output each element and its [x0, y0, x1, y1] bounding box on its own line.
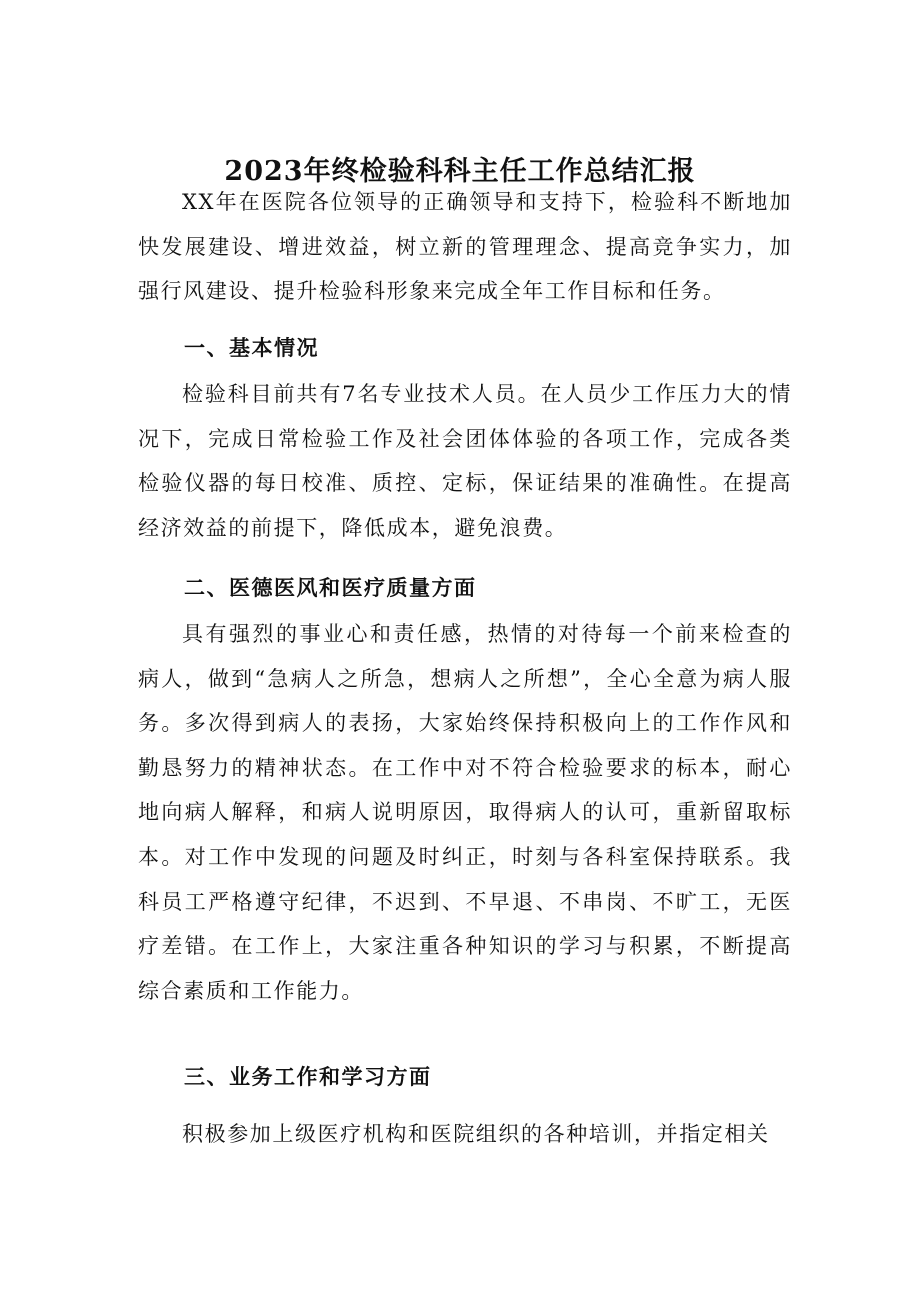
section-heading-basic-situation: 一、基本情况 [184, 336, 319, 360]
intro-paragraph: XX年在医院各位领导的正确领导和支持下，检验科不断地加快发展建设、增进效益，树立新的管理理念、提高竞争实力，加强行风建设、提升检验科形象来完成全年工作目标和任务。 [138, 190, 792, 304]
section-body-business-study: 积极参加上级医疗机构和医院组织的各种培训，并指定相关 [182, 1122, 770, 1146]
section-body-medical-ethics: 具有强烈的事业心和责任感，热情的对待每一个前来检查的病人，做到“急病人之所急，想病人之所想”，全心全意为病人服务。多次得到病人的表扬，大家始终保持积极向上的工作作风和勤恳努力的精神状态。在工作中对不符合检验要求的标本，耐心地向病人解释，和病人说明原因，取得病人的认可，重新留取标本。对工作中发现的问题及时纠正，时刻与各科室保持联系。我科员工严格遵守纪律，不迟到、不早退、不串岗、不旷工，无医疗差错。在工作上，大家注重各种知识的学习与积累，不断提高综合素质和工作能力。 [138, 622, 792, 1003]
section-heading-business-study: 三、业务工作和学习方面 [184, 1065, 432, 1089]
document-title: 2023年终检验科科主任工作总结汇报 [224, 156, 696, 188]
section-heading-medical-ethics: 二、医德医风和医疗质量方面 [184, 576, 477, 600]
section-body-basic-situation: 检验科目前共有7名专业技术人员。在人员少工作压力大的情况下，完成日常检验工作及社会团体体验的各项工作，完成各类检验仪器的每日校准、质控、定标，保证结果的准确性。在提高经济效益的前提下，降低成本，避免浪费。 [138, 382, 792, 540]
